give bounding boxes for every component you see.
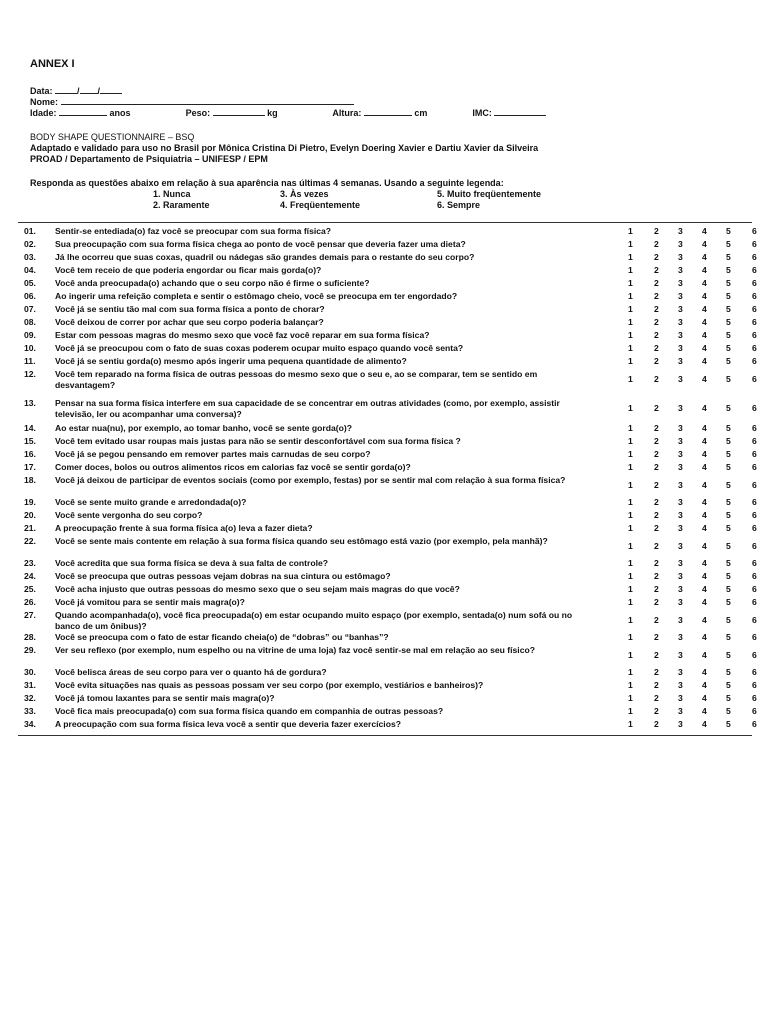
response-option-4[interactable]: 4	[702, 252, 707, 262]
response-option-3[interactable]: 3	[678, 278, 683, 288]
response-option-5[interactable]: 5	[726, 330, 731, 340]
question-text: Você tem receio de que poderia engordar ou ficar mais gorda(o)?	[55, 265, 322, 275]
response-option-5[interactable]: 5	[726, 615, 731, 625]
response-option-4[interactable]: 4	[702, 343, 707, 353]
question-number: 07.	[24, 304, 36, 314]
weight-blank[interactable]	[213, 106, 265, 116]
response-option-4[interactable]: 4	[702, 423, 707, 433]
question-number: 27.	[24, 610, 36, 620]
response-option-2[interactable]: 2	[654, 449, 659, 459]
response-option-4[interactable]: 4	[702, 480, 707, 490]
response-option-2[interactable]: 2	[654, 462, 659, 472]
response-option-6[interactable]: 6	[752, 523, 757, 533]
question-text: Você já se pegou pensando em remover partes mais carnudas de seu corpo?	[55, 449, 371, 459]
response-option-6[interactable]: 6	[752, 541, 757, 551]
response-option-4[interactable]: 4	[702, 706, 707, 716]
response-option-5[interactable]: 5	[726, 680, 731, 690]
response-option-6[interactable]: 6	[752, 436, 757, 446]
questionnaire-title: BODY SHAPE QUESTIONNAIRE – BSQ	[30, 132, 195, 142]
question-text: A preocupação frente à sua forma física a(o) leva a fazer dieta?	[55, 523, 313, 533]
question-number: 26.	[24, 597, 36, 607]
question-text: Você acredita que sua forma física se deva à sua falta de controle?	[55, 558, 329, 568]
response-option-5[interactable]: 5	[726, 510, 731, 520]
question-number: 03.	[24, 252, 36, 262]
response-option-3[interactable]: 3	[678, 226, 683, 236]
response-option-4[interactable]: 4	[702, 719, 707, 729]
response-option-4[interactable]: 4	[702, 597, 707, 607]
bmi-blank[interactable]	[494, 106, 546, 116]
question-number: 30.	[24, 667, 36, 677]
response-option-2[interactable]: 2	[654, 343, 659, 353]
response-option-4[interactable]: 4	[702, 226, 707, 236]
response-option-5[interactable]: 5	[726, 278, 731, 288]
question-number: 15.	[24, 436, 36, 446]
question-number: 12.	[24, 369, 36, 379]
response-option-3[interactable]: 3	[678, 597, 683, 607]
response-option-5[interactable]: 5	[726, 480, 731, 490]
response-option-5[interactable]: 5	[726, 374, 731, 384]
response-option-6[interactable]: 6	[752, 317, 757, 327]
response-option-3[interactable]: 3	[678, 304, 683, 314]
question-text: Você belisca áreas de seu corpo para ver o quanto há de gordura?	[55, 667, 327, 677]
response-option-4[interactable]: 4	[702, 541, 707, 551]
response-option-5[interactable]: 5	[726, 719, 731, 729]
response-option-6[interactable]: 6	[752, 278, 757, 288]
response-option-2[interactable]: 2	[654, 356, 659, 366]
response-option-1[interactable]: 1	[628, 330, 633, 340]
response-option-4[interactable]: 4	[702, 436, 707, 446]
response-option-6[interactable]: 6	[752, 403, 757, 413]
response-option-3[interactable]: 3	[678, 265, 683, 275]
response-option-5[interactable]: 5	[726, 667, 731, 677]
response-option-1[interactable]: 1	[628, 226, 633, 236]
response-option-6[interactable]: 6	[752, 693, 757, 703]
response-option-6[interactable]: 6	[752, 239, 757, 249]
response-option-4[interactable]: 4	[702, 523, 707, 533]
response-option-1[interactable]: 1	[628, 304, 633, 314]
response-option-3[interactable]: 3	[678, 497, 683, 507]
response-option-2[interactable]: 2	[654, 291, 659, 301]
response-option-1[interactable]: 1	[628, 584, 633, 594]
question-text: Você deixou de correr por achar que seu corpo poderia balançar?	[55, 317, 324, 327]
question-number: 31.	[24, 680, 36, 690]
response-option-1[interactable]: 1	[628, 449, 633, 459]
question-text: Você se preocupa que outras pessoas vejam dobras na sua cintura ou estômago?	[55, 571, 391, 581]
date-field: Data: / /	[30, 84, 122, 96]
response-option-2[interactable]: 2	[654, 403, 659, 413]
response-option-6[interactable]: 6	[752, 680, 757, 690]
response-option-5[interactable]: 5	[726, 571, 731, 581]
response-option-1[interactable]: 1	[628, 403, 633, 413]
response-option-3[interactable]: 3	[678, 541, 683, 551]
response-option-1[interactable]: 1	[628, 571, 633, 581]
response-option-3[interactable]: 3	[678, 584, 683, 594]
question-number: 34.	[24, 719, 36, 729]
response-option-1[interactable]: 1	[628, 693, 633, 703]
response-option-6[interactable]: 6	[752, 252, 757, 262]
department-credit: PROAD / Departamento de Psiquiatria – UNIFESP / EPM	[30, 154, 268, 164]
response-option-5[interactable]: 5	[726, 632, 731, 642]
response-option-6[interactable]: 6	[752, 719, 757, 729]
response-option-5[interactable]: 5	[726, 706, 731, 716]
response-option-2[interactable]: 2	[654, 239, 659, 249]
response-option-5[interactable]: 5	[726, 291, 731, 301]
response-option-5[interactable]: 5	[726, 541, 731, 551]
table-top-rule	[18, 222, 752, 223]
question-text: A preocupação com sua forma física leva você a sentir que deveria fazer exercícios?	[55, 719, 401, 729]
response-option-6[interactable]: 6	[752, 356, 757, 366]
question-text: Você se preocupa com o fato de estar ficando cheia(o) de “dobras” ou “banhas”?	[55, 632, 389, 642]
response-option-1[interactable]: 1	[628, 497, 633, 507]
response-option-2[interactable]: 2	[654, 317, 659, 327]
response-option-4[interactable]: 4	[702, 449, 707, 459]
response-option-2[interactable]: 2	[654, 584, 659, 594]
response-option-2[interactable]: 2	[654, 480, 659, 490]
response-option-3[interactable]: 3	[678, 239, 683, 249]
legend-item-5: 5. Muito freqüentemente	[437, 189, 542, 199]
response-option-1[interactable]: 1	[628, 343, 633, 353]
question-text: Você já tomou laxantes para se sentir mais magra(o)?	[55, 693, 275, 703]
response-option-2[interactable]: 2	[654, 597, 659, 607]
response-option-1[interactable]: 1	[628, 480, 633, 490]
response-option-4[interactable]: 4	[702, 497, 707, 507]
question-number: 13.	[24, 398, 36, 408]
question-text: Você acha injusto que outras pessoas do mesmo sexo que o seu sejam mais magras do que você?	[55, 584, 460, 594]
response-option-6[interactable]: 6	[752, 304, 757, 314]
response-option-1[interactable]: 1	[628, 558, 633, 568]
response-option-5[interactable]: 5	[726, 558, 731, 568]
response-option-6[interactable]: 6	[752, 374, 757, 384]
response-option-6[interactable]: 6	[752, 667, 757, 677]
response-option-2[interactable]: 2	[654, 510, 659, 520]
response-option-2[interactable]: 2	[654, 667, 659, 677]
response-option-6[interactable]: 6	[752, 291, 757, 301]
name-blank[interactable]	[61, 95, 354, 105]
response-option-3[interactable]: 3	[678, 615, 683, 625]
question-number: 24.	[24, 571, 36, 581]
question-text: Você já se preocupou com o fato de suas coxas poderem ocupar muito espaço quando você senta?	[55, 343, 464, 353]
response-option-3[interactable]: 3	[678, 706, 683, 716]
question-number: 20.	[24, 510, 36, 520]
response-option-5[interactable]: 5	[726, 497, 731, 507]
response-option-5[interactable]: 5	[726, 265, 731, 275]
response-option-5[interactable]: 5	[726, 650, 731, 660]
response-option-5[interactable]: 5	[726, 436, 731, 446]
question-text: Já lhe ocorreu que suas coxas, quadril ou nádegas são grandes demais para o restante do seu corpo?	[55, 252, 475, 262]
response-option-5[interactable]: 5	[726, 304, 731, 314]
question-text: Você tem evitado usar roupas mais justas para não se sentir desconfortável com sua forma física ?	[55, 436, 461, 446]
response-option-2[interactable]: 2	[654, 226, 659, 236]
question-number: 11.	[24, 356, 36, 366]
response-option-5[interactable]: 5	[726, 317, 731, 327]
response-option-5[interactable]: 5	[726, 693, 731, 703]
response-option-6[interactable]: 6	[752, 650, 757, 660]
response-option-6[interactable]: 6	[752, 497, 757, 507]
response-option-6[interactable]: 6	[752, 480, 757, 490]
response-option-1[interactable]: 1	[628, 252, 633, 262]
adaptation-credit: Adaptado e validado para uso no Brasil por Mônica Cristina Di Pietro, Evelyn Doering Xavier e Dartiu Xavier da Silveira	[30, 143, 539, 153]
table-bottom-rule	[18, 735, 752, 736]
response-option-3[interactable]: 3	[678, 356, 683, 366]
response-option-6[interactable]: 6	[752, 571, 757, 581]
question-number: 21.	[24, 523, 36, 533]
instructions: Responda as questões abaixo em relação à sua aparência nas últimas 4 semanas. Usando a seguinte legenda:	[30, 178, 504, 188]
response-option-3[interactable]: 3	[678, 719, 683, 729]
response-option-4[interactable]: 4	[702, 374, 707, 384]
response-option-1[interactable]: 1	[628, 239, 633, 249]
response-option-5[interactable]: 5	[726, 584, 731, 594]
response-option-2[interactable]: 2	[654, 693, 659, 703]
response-option-1[interactable]: 1	[628, 706, 633, 716]
response-option-3[interactable]: 3	[678, 436, 683, 446]
response-option-1[interactable]: 1	[628, 462, 633, 472]
question-text: Sua preocupação com sua forma física chega ao ponto de você pensar que deveria fazer uma dieta?	[55, 239, 466, 249]
response-option-3[interactable]: 3	[678, 317, 683, 327]
info-line: Idade: anos Peso: kg Altura: cm IMC:	[30, 106, 546, 118]
question-text: Você se sente mais contente em relação à sua forma física quando seu estômago está vazio (por exemplo, pela manhã)?	[55, 536, 548, 546]
response-option-6[interactable]: 6	[752, 423, 757, 433]
response-option-2[interactable]: 2	[654, 374, 659, 384]
response-option-4[interactable]: 4	[702, 558, 707, 568]
response-option-2[interactable]: 2	[654, 680, 659, 690]
response-option-6[interactable]: 6	[752, 343, 757, 353]
response-option-6[interactable]: 6	[752, 265, 757, 275]
question-text: Estar com pessoas magras do mesmo sexo que você faz você reparar em sua forma física?	[55, 330, 430, 340]
response-option-1[interactable]: 1	[628, 632, 633, 642]
response-option-1[interactable]: 1	[628, 374, 633, 384]
response-option-3[interactable]: 3	[678, 558, 683, 568]
response-option-2[interactable]: 2	[654, 304, 659, 314]
response-option-5[interactable]: 5	[726, 523, 731, 533]
response-option-3[interactable]: 3	[678, 571, 683, 581]
response-option-1[interactable]: 1	[628, 667, 633, 677]
question-text: Você já vomitou para se sentir mais magra(o)?	[55, 597, 245, 607]
response-option-4[interactable]: 4	[702, 615, 707, 625]
response-option-3[interactable]: 3	[678, 291, 683, 301]
response-option-1[interactable]: 1	[628, 291, 633, 301]
response-option-2[interactable]: 2	[654, 436, 659, 446]
response-option-3[interactable]: 3	[678, 449, 683, 459]
response-option-2[interactable]: 2	[654, 252, 659, 262]
response-option-4[interactable]: 4	[702, 584, 707, 594]
response-option-6[interactable]: 6	[752, 632, 757, 642]
question-number: 23.	[24, 558, 36, 568]
response-option-3[interactable]: 3	[678, 462, 683, 472]
response-option-1[interactable]: 1	[628, 356, 633, 366]
response-option-6[interactable]: 6	[752, 510, 757, 520]
response-option-1[interactable]: 1	[628, 317, 633, 327]
response-option-6[interactable]: 6	[752, 597, 757, 607]
response-option-1[interactable]: 1	[628, 510, 633, 520]
response-option-2[interactable]: 2	[654, 706, 659, 716]
response-option-4[interactable]: 4	[702, 693, 707, 703]
question-text: Ao ingerir uma refeição completa e sentir o estômago cheio, você se preocupa em ter engordado?	[55, 291, 458, 301]
question-text: Você fica mais preocupada(o) com sua forma física quando em companhia de outras pessoas?	[55, 706, 444, 716]
response-option-3[interactable]: 3	[678, 330, 683, 340]
date-day-blank[interactable]	[55, 84, 77, 94]
question-number: 09.	[24, 330, 36, 340]
legend-item-4: 4. Freqüentemente	[280, 200, 361, 210]
question-number: 01.	[24, 226, 36, 236]
annex-title: ANNEX I	[30, 58, 75, 70]
question-text: Você sente vergonha do seu corpo?	[55, 510, 203, 520]
response-option-5[interactable]: 5	[726, 343, 731, 353]
response-option-2[interactable]: 2	[654, 719, 659, 729]
response-option-5[interactable]: 5	[726, 449, 731, 459]
response-option-6[interactable]: 6	[752, 615, 757, 625]
legend-item-3: 3. Às vezes	[280, 189, 329, 199]
response-option-6[interactable]: 6	[752, 584, 757, 594]
response-option-2[interactable]: 2	[654, 265, 659, 275]
response-option-6[interactable]: 6	[752, 449, 757, 459]
response-option-2[interactable]: 2	[654, 423, 659, 433]
response-option-2[interactable]: 2	[654, 523, 659, 533]
response-option-1[interactable]: 1	[628, 265, 633, 275]
response-option-4[interactable]: 4	[702, 291, 707, 301]
response-option-6[interactable]: 6	[752, 330, 757, 340]
response-option-4[interactable]: 4	[702, 650, 707, 660]
question-number: 22.	[24, 536, 36, 546]
response-option-4[interactable]: 4	[702, 462, 707, 472]
question-number: 08.	[24, 317, 36, 327]
response-option-4[interactable]: 4	[702, 403, 707, 413]
date-month-blank[interactable]	[80, 84, 98, 94]
response-option-5[interactable]: 5	[726, 462, 731, 472]
response-option-3[interactable]: 3	[678, 680, 683, 690]
question-text: Ao estar nua(nu), por exemplo, ao tomar banho, você se sente gorda(o)?	[55, 423, 353, 433]
question-number: 16.	[24, 449, 36, 459]
question-text: Você anda preocupada(o) achando que o seu corpo não é firme o suficiente?	[55, 278, 370, 288]
response-option-4[interactable]: 4	[702, 304, 707, 314]
response-option-1[interactable]: 1	[628, 719, 633, 729]
response-option-4[interactable]: 4	[702, 317, 707, 327]
response-option-3[interactable]: 3	[678, 523, 683, 533]
response-option-5[interactable]: 5	[726, 239, 731, 249]
response-option-2[interactable]: 2	[654, 541, 659, 551]
question-text: Ver seu reflexo (por exemplo, num espelho ou na vitrine de uma loja) faz você sentir-se mal em relação ao seu físico?	[55, 645, 535, 655]
response-option-4[interactable]: 4	[702, 330, 707, 340]
question-text: Quando acompanhada(o), você fica preocupada(o) em estar ocupando muito espaço (por exemplo, sentada(o) num sofá ou no banco de um ônibus)?	[55, 610, 573, 631]
date-year-blank[interactable]	[100, 84, 122, 94]
question-text: Sentir-se entediada(o) faz você se preocupar com sua forma física?	[55, 226, 332, 236]
response-option-6[interactable]: 6	[752, 558, 757, 568]
response-option-1[interactable]: 1	[628, 650, 633, 660]
response-option-3[interactable]: 3	[678, 403, 683, 413]
response-option-1[interactable]: 1	[628, 615, 633, 625]
response-option-3[interactable]: 3	[678, 252, 683, 262]
name-field: Nome:	[30, 95, 354, 107]
question-number: 25.	[24, 584, 36, 594]
response-option-4[interactable]: 4	[702, 571, 707, 581]
response-option-4[interactable]: 4	[702, 356, 707, 366]
response-option-1[interactable]: 1	[628, 523, 633, 533]
response-option-2[interactable]: 2	[654, 632, 659, 642]
response-option-5[interactable]: 5	[726, 356, 731, 366]
response-option-3[interactable]: 3	[678, 632, 683, 642]
height-blank[interactable]	[364, 106, 412, 116]
question-number: 05.	[24, 278, 36, 288]
response-option-6[interactable]: 6	[752, 706, 757, 716]
question-number: 29.	[24, 645, 36, 655]
question-text: Pensar na sua forma física interfere em sua capacidade de se concentrar em outras atividades (como, por exemplo, assistir televisão, ler ou acompanhar uma conversa)?	[55, 398, 560, 419]
response-option-4[interactable]: 4	[702, 239, 707, 249]
question-text: Você se sente muito grande e arredondada(o)?	[55, 497, 247, 507]
response-option-1[interactable]: 1	[628, 423, 633, 433]
response-option-1[interactable]: 1	[628, 278, 633, 288]
question-number: 19.	[24, 497, 36, 507]
response-option-5[interactable]: 5	[726, 403, 731, 413]
question-text: Você já se sentiu gorda(o) mesmo após ingerir uma pequena quantidade de alimento?	[55, 356, 407, 366]
response-option-5[interactable]: 5	[726, 597, 731, 607]
question-number: 14.	[24, 423, 36, 433]
response-option-5[interactable]: 5	[726, 252, 731, 262]
response-option-2[interactable]: 2	[654, 650, 659, 660]
question-text: Você já deixou de participar de eventos sociais (como por exemplo, festas) por se sentir mal com relação à sua forma física?	[55, 475, 566, 485]
response-option-3[interactable]: 3	[678, 343, 683, 353]
response-option-3[interactable]: 3	[678, 510, 683, 520]
response-option-6[interactable]: 6	[752, 226, 757, 236]
response-option-2[interactable]: 2	[654, 497, 659, 507]
age-blank[interactable]	[59, 106, 107, 116]
response-option-2[interactable]: 2	[654, 330, 659, 340]
question-number: 18.	[24, 475, 36, 485]
response-option-1[interactable]: 1	[628, 597, 633, 607]
response-option-4[interactable]: 4	[702, 278, 707, 288]
question-text: Você tem reparado na forma física de outras pessoas do mesmo sexo que o seu e, ao se comparar, tem se sentido em desvantagem?	[55, 369, 538, 390]
response-option-2[interactable]: 2	[654, 278, 659, 288]
response-option-6[interactable]: 6	[752, 462, 757, 472]
response-option-4[interactable]: 4	[702, 632, 707, 642]
response-option-5[interactable]: 5	[726, 423, 731, 433]
question-number: 33.	[24, 706, 36, 716]
question-text: Você evita situações nas quais as pessoas possam ver seu corpo (por exemplo, vestiários e banheiros)?	[55, 680, 484, 690]
response-option-3[interactable]: 3	[678, 667, 683, 677]
response-option-3[interactable]: 3	[678, 693, 683, 703]
response-option-1[interactable]: 1	[628, 436, 633, 446]
response-option-5[interactable]: 5	[726, 226, 731, 236]
response-option-3[interactable]: 3	[678, 480, 683, 490]
response-option-3[interactable]: 3	[678, 374, 683, 384]
question-number: 02.	[24, 239, 36, 249]
response-option-4[interactable]: 4	[702, 510, 707, 520]
question-number: 04.	[24, 265, 36, 275]
question-number: 10.	[24, 343, 36, 353]
legend-item-2: 2. Raramente	[153, 200, 210, 210]
question-number: 17.	[24, 462, 36, 472]
response-option-1[interactable]: 1	[628, 541, 633, 551]
question-text: Comer doces, bolos ou outros alimentos ricos em calorias faz você se sentir gorda(o)?	[55, 462, 411, 472]
question-number: 28.	[24, 632, 36, 642]
response-option-4[interactable]: 4	[702, 667, 707, 677]
response-option-4[interactable]: 4	[702, 265, 707, 275]
question-number: 32.	[24, 693, 36, 703]
response-option-3[interactable]: 3	[678, 423, 683, 433]
question-text: Você já se sentiu tão mal com sua forma física a ponto de chorar?	[55, 304, 325, 314]
legend-item-1: 1. Nunca	[153, 189, 191, 199]
response-option-2[interactable]: 2	[654, 571, 659, 581]
legend-item-6: 6. Sempre	[437, 200, 481, 210]
response-option-2[interactable]: 2	[654, 558, 659, 568]
response-option-3[interactable]: 3	[678, 650, 683, 660]
response-option-2[interactable]: 2	[654, 615, 659, 625]
question-number: 06.	[24, 291, 36, 301]
response-option-1[interactable]: 1	[628, 680, 633, 690]
response-option-4[interactable]: 4	[702, 680, 707, 690]
